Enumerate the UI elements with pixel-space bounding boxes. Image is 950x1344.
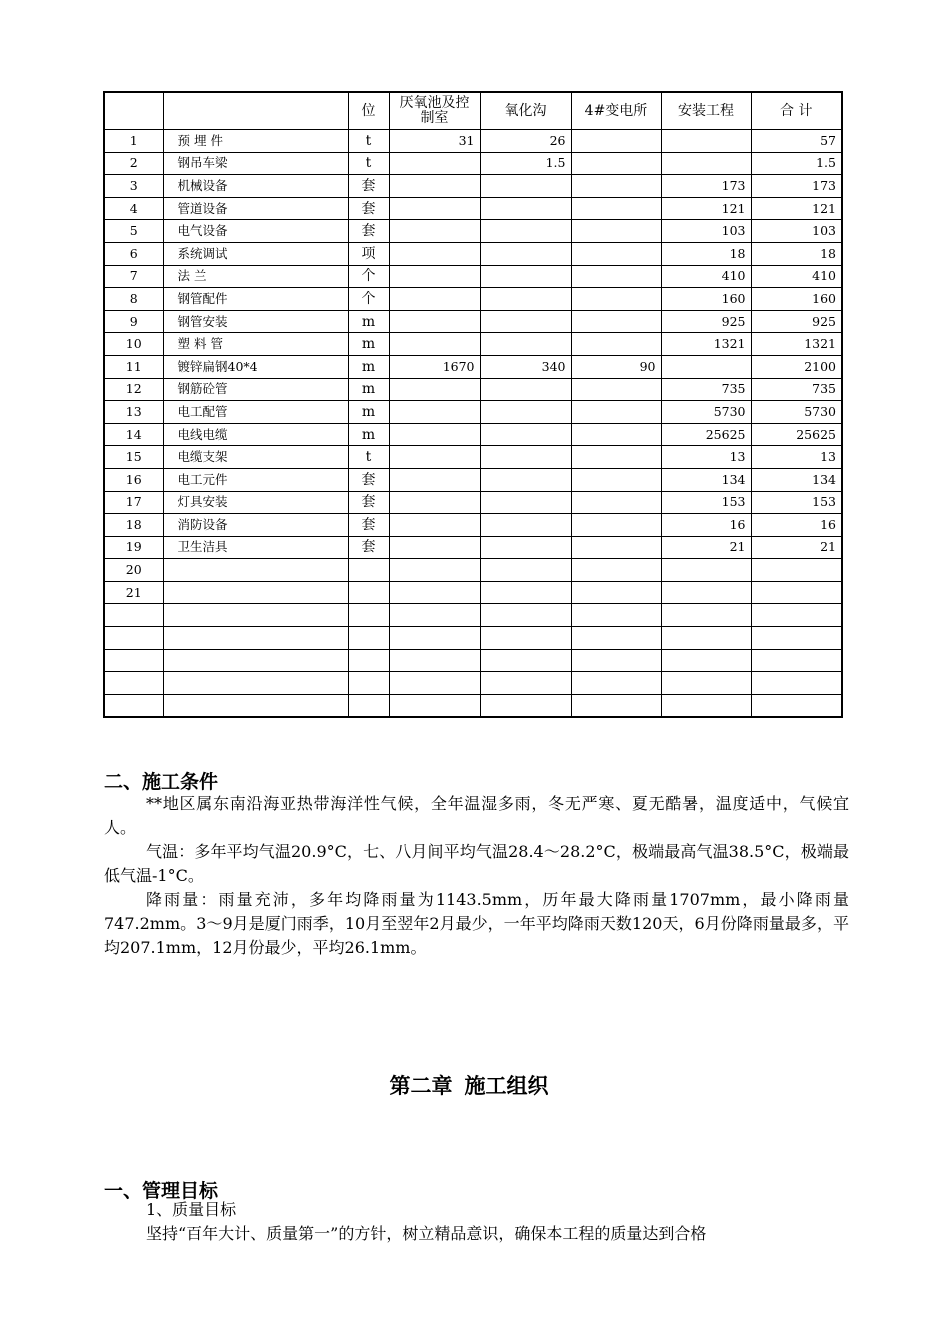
unit: 个 <box>348 265 389 288</box>
header-col4: 安装工程 <box>661 92 751 130</box>
value-col4 <box>661 152 751 175</box>
value-total <box>751 649 842 672</box>
item-name: 电工配管 <box>163 401 348 424</box>
value-col3 <box>571 333 661 356</box>
row-no: 14 <box>104 423 163 446</box>
row-no: 19 <box>104 536 163 559</box>
unit: 项 <box>348 242 389 265</box>
value-col2 <box>480 514 571 537</box>
value-col2 <box>480 265 571 288</box>
value-col4: 925 <box>661 310 751 333</box>
value-col4: 25625 <box>661 423 751 446</box>
value-col1 <box>389 242 480 265</box>
chapter-title <box>0 1070 950 1100</box>
value-col2 <box>480 378 571 401</box>
value-col4: 1321 <box>661 333 751 356</box>
value-col1 <box>389 378 480 401</box>
header-col2: 氧化沟 <box>480 92 571 130</box>
value-col2 <box>480 559 571 582</box>
value-col3 <box>571 378 661 401</box>
value-total: 18 <box>751 242 842 265</box>
value-col3 <box>571 694 661 717</box>
row-no: 15 <box>104 446 163 469</box>
value-total: 13 <box>751 446 842 469</box>
value-col2 <box>480 649 571 672</box>
unit: m <box>348 378 389 401</box>
item-name: 钢管配件 <box>163 288 348 311</box>
value-col3 <box>571 514 661 537</box>
value-col2 <box>480 288 571 311</box>
row-no: 2 <box>104 152 163 175</box>
value-col4 <box>661 604 751 627</box>
item-name: 塑 料 管 <box>163 333 348 356</box>
table-row <box>104 220 842 243</box>
value-col4: 160 <box>661 288 751 311</box>
unit <box>348 672 389 695</box>
value-col2 <box>480 672 571 695</box>
unit <box>348 581 389 604</box>
value-total: 5730 <box>751 401 842 424</box>
value-total <box>751 581 842 604</box>
unit: 套 <box>348 536 389 559</box>
row-no: 12 <box>104 378 163 401</box>
value-col2 <box>480 242 571 265</box>
value-col3 <box>571 536 661 559</box>
row-no: 20 <box>104 559 163 582</box>
item-name: 管道设备 <box>163 197 348 220</box>
value-col1 <box>389 446 480 469</box>
value-col4: 153 <box>661 491 751 514</box>
quantity-table <box>103 91 843 718</box>
unit: t <box>348 446 389 469</box>
unit <box>348 627 389 650</box>
value-col2: 26 <box>480 130 571 153</box>
value-col4 <box>661 581 751 604</box>
row-no <box>104 627 163 650</box>
table-row <box>104 310 842 333</box>
goal-item: 1、质量目标 <box>146 1200 237 1219</box>
value-col3 <box>571 242 661 265</box>
item-name: 电线电缆 <box>163 423 348 446</box>
header-unit: 位 <box>348 92 389 130</box>
table-row <box>104 446 842 469</box>
value-col3 <box>571 130 661 153</box>
conditions-text <box>104 792 849 960</box>
value-col1: 1670 <box>389 355 480 378</box>
value-total: 57 <box>751 130 842 153</box>
value-total: 2100 <box>751 355 842 378</box>
chapter-number: 第二章 <box>389 1074 453 1098</box>
value-total: 160 <box>751 288 842 311</box>
value-col4: 5730 <box>661 401 751 424</box>
value-col2 <box>480 401 571 424</box>
unit <box>348 694 389 717</box>
value-col4: 103 <box>661 220 751 243</box>
value-col4: 21 <box>661 536 751 559</box>
value-col4: 735 <box>661 378 751 401</box>
item-name: 消防设备 <box>163 514 348 537</box>
paragraph: **地区属东南沿海亚热带海洋性气候，全年温湿多雨，冬无严寒、夏无酷暑，温度适中，气候宜人。 <box>104 794 849 837</box>
value-col4 <box>661 672 751 695</box>
value-col4: 18 <box>661 242 751 265</box>
value-col3 <box>571 446 661 469</box>
value-total: 735 <box>751 378 842 401</box>
table-row <box>104 265 842 288</box>
table-row <box>104 536 842 559</box>
value-col3 <box>571 220 661 243</box>
value-col1 <box>389 514 480 537</box>
value-total <box>751 559 842 582</box>
section-heading-conditions: 二、施工条件 <box>104 771 219 793</box>
value-col3 <box>571 265 661 288</box>
value-col1 <box>389 536 480 559</box>
header-name <box>163 92 348 130</box>
value-col1 <box>389 491 480 514</box>
row-no <box>104 604 163 627</box>
value-col1 <box>389 175 480 198</box>
value-col4 <box>661 627 751 650</box>
unit: m <box>348 355 389 378</box>
goals-text <box>104 1198 849 1246</box>
value-col1 <box>389 694 480 717</box>
table-row <box>104 423 842 446</box>
value-col1 <box>389 559 480 582</box>
item-name: 电气设备 <box>163 220 348 243</box>
row-no: 6 <box>104 242 163 265</box>
value-col1 <box>389 288 480 311</box>
unit: t <box>348 152 389 175</box>
value-col4 <box>661 355 751 378</box>
table-row <box>104 694 842 717</box>
value-col2: 1.5 <box>480 152 571 175</box>
paragraph: 降雨量：雨量充沛，多年均降雨量为1143.5mm，历年最大降雨量1707mm，最小降雨量747.2mm。3～9月是厦门雨季，10月至翌年2月最少，一年平均降雨天数120天，6月份降雨量最多，平均207.1mm，12月份最少，平均26.1mm。 <box>104 890 849 957</box>
unit <box>348 649 389 672</box>
table-row <box>104 672 842 695</box>
table-row <box>104 175 842 198</box>
value-col4 <box>661 649 751 672</box>
value-total: 173 <box>751 175 842 198</box>
item-name <box>163 604 348 627</box>
value-total: 153 <box>751 491 842 514</box>
row-no: 1 <box>104 130 163 153</box>
value-col2: 340 <box>480 355 571 378</box>
value-total: 21 <box>751 536 842 559</box>
value-col2 <box>480 423 571 446</box>
row-no: 4 <box>104 197 163 220</box>
value-col2 <box>480 175 571 198</box>
value-col1 <box>389 310 480 333</box>
row-no: 7 <box>104 265 163 288</box>
row-no: 17 <box>104 491 163 514</box>
value-total: 410 <box>751 265 842 288</box>
row-no: 3 <box>104 175 163 198</box>
item-name: 钢吊车梁 <box>163 152 348 175</box>
value-col1 <box>389 604 480 627</box>
value-total: 1.5 <box>751 152 842 175</box>
value-total: 25625 <box>751 423 842 446</box>
value-col1 <box>389 197 480 220</box>
row-no: 10 <box>104 333 163 356</box>
value-col1 <box>389 333 480 356</box>
value-col2 <box>480 333 571 356</box>
table-row <box>104 559 842 582</box>
header-col1: 厌氧池及控制室 <box>389 92 480 130</box>
value-col3 <box>571 672 661 695</box>
value-col2 <box>480 694 571 717</box>
value-col1 <box>389 627 480 650</box>
value-total <box>751 672 842 695</box>
value-col3 <box>571 152 661 175</box>
value-col3 <box>571 310 661 333</box>
value-col3 <box>571 197 661 220</box>
table-row <box>104 604 842 627</box>
value-col3 <box>571 491 661 514</box>
row-no: 9 <box>104 310 163 333</box>
item-name <box>163 581 348 604</box>
value-col2 <box>480 491 571 514</box>
table-row <box>104 401 842 424</box>
table-row <box>104 288 842 311</box>
value-total <box>751 694 842 717</box>
value-col3 <box>571 288 661 311</box>
item-name: 卫生洁具 <box>163 536 348 559</box>
item-name: 预 埋 件 <box>163 130 348 153</box>
value-col4: 13 <box>661 446 751 469</box>
value-col1 <box>389 220 480 243</box>
value-col3 <box>571 468 661 491</box>
chapter-name: 施工组织 <box>464 1074 549 1098</box>
header-total: 合 计 <box>751 92 842 130</box>
header-no <box>104 92 163 130</box>
table-row <box>104 152 842 175</box>
item-name: 电缆支架 <box>163 446 348 469</box>
value-col3 <box>571 401 661 424</box>
table-row <box>104 491 842 514</box>
table-row <box>104 355 842 378</box>
value-col3 <box>571 649 661 672</box>
unit: 套 <box>348 220 389 243</box>
row-no: 11 <box>104 355 163 378</box>
unit <box>348 559 389 582</box>
unit: t <box>348 130 389 153</box>
unit: 套 <box>348 514 389 537</box>
unit: m <box>348 333 389 356</box>
table-row <box>104 378 842 401</box>
table-row <box>104 581 842 604</box>
table-row <box>104 333 842 356</box>
value-col4: 134 <box>661 468 751 491</box>
value-col1 <box>389 401 480 424</box>
row-no: 5 <box>104 220 163 243</box>
value-col2 <box>480 604 571 627</box>
table-row <box>104 197 842 220</box>
value-col1 <box>389 468 480 491</box>
value-col3 <box>571 559 661 582</box>
value-col4: 121 <box>661 197 751 220</box>
unit: m <box>348 401 389 424</box>
value-total <box>751 627 842 650</box>
item-name: 电工元件 <box>163 468 348 491</box>
table-row <box>104 242 842 265</box>
header-col3: 4#变电所 <box>571 92 661 130</box>
value-col2 <box>480 581 571 604</box>
item-name <box>163 694 348 717</box>
value-total: 103 <box>751 220 842 243</box>
item-name: 灯具安装 <box>163 491 348 514</box>
row-no <box>104 694 163 717</box>
unit: 套 <box>348 197 389 220</box>
item-name: 镀锌扁钢40*4 <box>163 355 348 378</box>
value-col3 <box>571 627 661 650</box>
value-col4 <box>661 130 751 153</box>
unit: m <box>348 423 389 446</box>
unit: 套 <box>348 491 389 514</box>
item-name: 系统调试 <box>163 242 348 265</box>
row-no: 8 <box>104 288 163 311</box>
value-col3 <box>571 604 661 627</box>
row-no: 18 <box>104 514 163 537</box>
section-heading-goals: 一、管理目标 <box>104 1180 219 1202</box>
value-col1 <box>389 581 480 604</box>
table-row <box>104 468 842 491</box>
paragraph: 气温：多年平均气温20.9°C，七、八月间平均气温28.4～28.2°C，极端最高气温38.5°C，极端最低气温-1°C。 <box>104 842 849 885</box>
row-no: 16 <box>104 468 163 491</box>
value-col3 <box>571 175 661 198</box>
table-row <box>104 627 842 650</box>
value-col4: 410 <box>661 265 751 288</box>
value-col2 <box>480 536 571 559</box>
value-col2 <box>480 197 571 220</box>
row-no: 13 <box>104 401 163 424</box>
item-name <box>163 672 348 695</box>
value-col1 <box>389 649 480 672</box>
item-name: 机械设备 <box>163 175 348 198</box>
value-col2 <box>480 468 571 491</box>
unit: 套 <box>348 175 389 198</box>
value-col4: 173 <box>661 175 751 198</box>
table-row <box>104 514 842 537</box>
value-col1 <box>389 672 480 695</box>
value-col4 <box>661 694 751 717</box>
item-name: 法 兰 <box>163 265 348 288</box>
unit: 个 <box>348 288 389 311</box>
table-header-row <box>104 92 842 130</box>
value-col1: 31 <box>389 130 480 153</box>
value-total: 1321 <box>751 333 842 356</box>
row-no: 21 <box>104 581 163 604</box>
value-total: 16 <box>751 514 842 537</box>
value-col2 <box>480 627 571 650</box>
goal-paragraph: 坚持“百年大计、质量第一”的方针，树立精品意识，确保本工程的质量达到合格 <box>146 1224 707 1243</box>
value-total <box>751 604 842 627</box>
value-total: 925 <box>751 310 842 333</box>
value-col4 <box>661 559 751 582</box>
value-total: 134 <box>751 468 842 491</box>
table-row <box>104 130 842 153</box>
value-col4: 16 <box>661 514 751 537</box>
item-name: 钢管安装 <box>163 310 348 333</box>
unit: 套 <box>348 468 389 491</box>
item-name: 钢筋砼管 <box>163 378 348 401</box>
unit <box>348 604 389 627</box>
item-name <box>163 559 348 582</box>
value-col1 <box>389 265 480 288</box>
value-col2 <box>480 310 571 333</box>
item-name <box>163 627 348 650</box>
unit: m <box>348 310 389 333</box>
value-col3 <box>571 423 661 446</box>
value-total: 121 <box>751 197 842 220</box>
value-col2 <box>480 446 571 469</box>
value-col1 <box>389 152 480 175</box>
row-no <box>104 649 163 672</box>
value-col1 <box>389 423 480 446</box>
table-row <box>104 649 842 672</box>
value-col3 <box>571 581 661 604</box>
row-no <box>104 672 163 695</box>
value-col2 <box>480 220 571 243</box>
value-col3: 90 <box>571 355 661 378</box>
item-name <box>163 649 348 672</box>
